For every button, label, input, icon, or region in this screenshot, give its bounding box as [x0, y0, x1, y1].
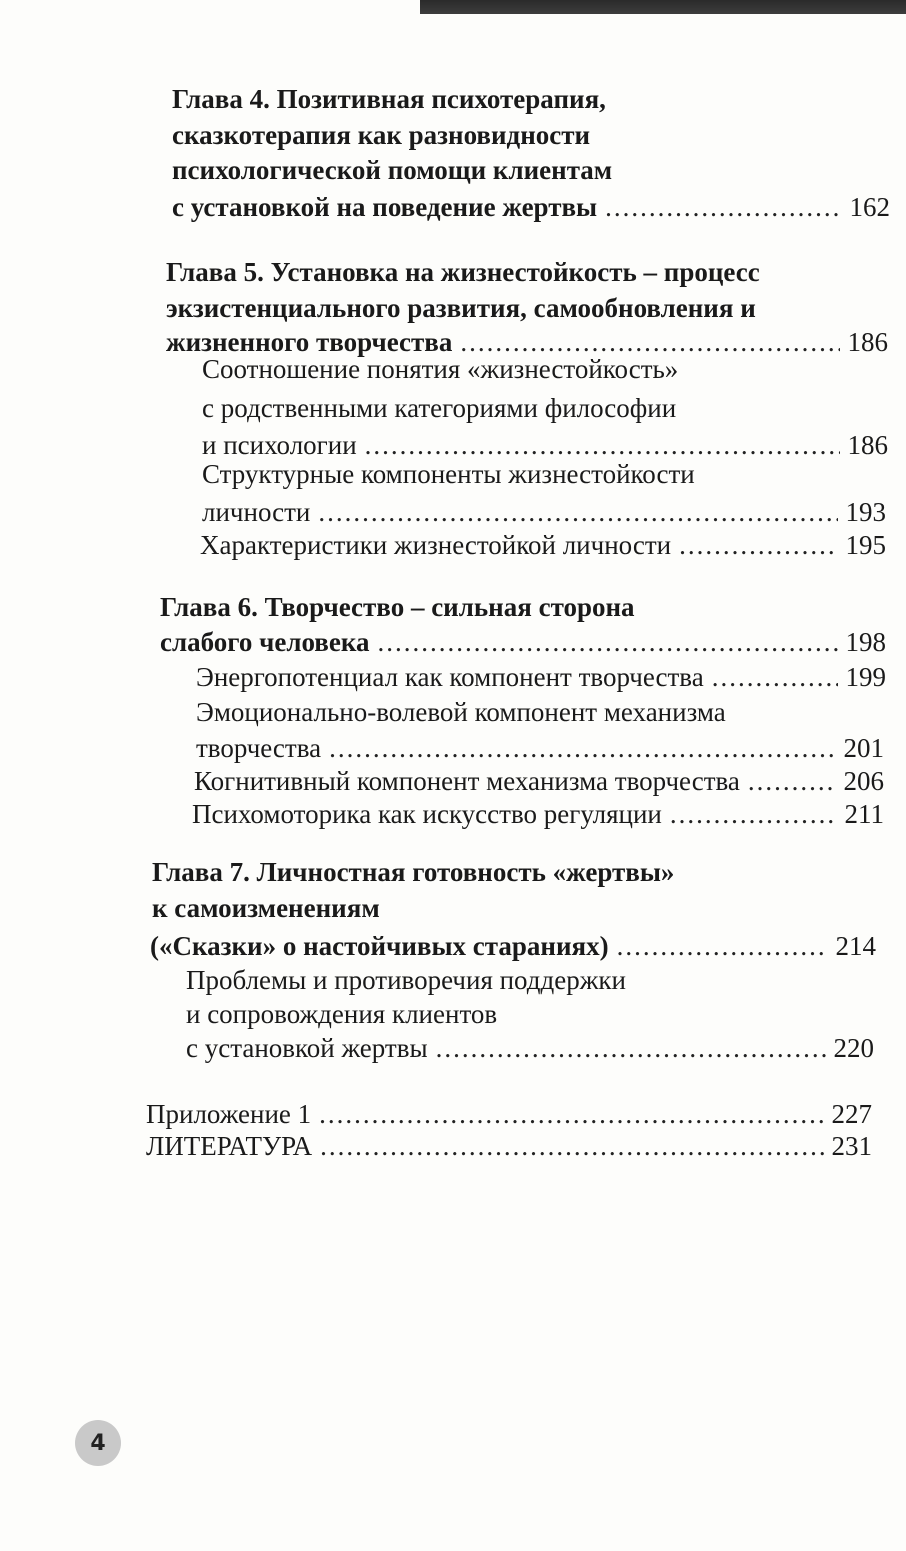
chapter-4-title-line-3: психологической помощи клиентам — [172, 155, 613, 185]
section-6-3-line-1: Когнитивный компонент механизма творчества — [194, 766, 740, 796]
page-number: 4 — [90, 1430, 106, 1456]
leader-dots — [617, 929, 828, 963]
appendix-page: 227 — [831, 1099, 872, 1129]
section-7-1-line-1: Проблемы и противоречия поддержки — [186, 965, 626, 995]
section-5-2-entry[interactable] — [202, 495, 886, 529]
literature-label: ЛИТЕРАТУРА — [146, 1131, 313, 1161]
leader-dots — [712, 660, 838, 694]
leader-dots — [748, 764, 836, 798]
chapter-5-page: 186 — [847, 327, 888, 357]
section-6-4-line-1: Психомоторика как искусство регуляции — [192, 799, 662, 829]
chapter-7-title-line-1: Глава 7. Личностная готовность «жертвы» — [152, 857, 675, 887]
leader-dots — [670, 797, 837, 831]
chapter-4-title-line-4: с установкой на поведение жертвы — [172, 192, 598, 222]
leader-dots — [320, 1129, 823, 1163]
section-7-1-line-3: с установкой жертвы — [186, 1033, 428, 1063]
leader-dots — [318, 495, 837, 529]
chapter-6-page: 198 — [845, 627, 886, 657]
section-5-3-line-1: Характеристики жизнестойкой личности — [200, 530, 672, 560]
chapter-4-title-line-1: Глава 4. Позитивная психотерапия, — [172, 84, 606, 114]
section-6-2-page: 201 — [843, 733, 884, 763]
chapter-5-title-line-1: Глава 5. Установка на жизнестойкость – процесс — [166, 257, 760, 287]
chapter-7-page: 214 — [835, 931, 876, 961]
chapter-4-page: 162 — [849, 192, 890, 222]
leader-dots — [319, 1097, 823, 1131]
chapter-4-entry[interactable] — [172, 190, 890, 224]
leader-dots — [378, 625, 838, 659]
literature-page: 231 — [831, 1131, 872, 1161]
section-6-2-entry[interactable] — [196, 731, 884, 765]
section-6-2-line-2: творчества — [196, 733, 322, 763]
leader-dots — [605, 190, 841, 224]
section-6-1-entry[interactable] — [196, 660, 886, 694]
leader-dots — [436, 1031, 826, 1065]
chapter-7-title-line-2: к самоизменениям — [152, 893, 380, 923]
section-6-1-page: 199 — [845, 662, 886, 692]
section-5-1-line-3: и психологии — [202, 430, 357, 460]
section-5-3-entry[interactable] — [200, 528, 886, 562]
chapter-7-entry[interactable] — [150, 929, 876, 963]
section-5-1-line-1: Соотношение понятия «жизнестойкость» — [202, 354, 679, 384]
section-6-3-page: 206 — [843, 766, 884, 796]
literature-entry[interactable] — [146, 1129, 872, 1163]
chapter-6-entry[interactable] — [160, 625, 886, 659]
page-number-badge — [75, 1420, 121, 1466]
section-5-2-line-1: Структурные компоненты жизнестойкости — [202, 459, 695, 489]
section-5-1-page: 186 — [847, 430, 888, 460]
chapter-6-title-line-2: слабого человека — [160, 627, 370, 657]
section-5-2-page: 193 — [845, 497, 886, 527]
section-7-1-page: 220 — [833, 1033, 874, 1063]
section-6-4-page: 211 — [844, 799, 884, 829]
chapter-5-title-line-2: экзистенциального развития, самообновления и — [166, 293, 756, 323]
section-6-4-entry[interactable] — [192, 797, 884, 831]
section-6-2-line-1: Эмоционально-волевой компонент механизма — [196, 697, 726, 727]
section-5-3-page: 195 — [845, 530, 886, 560]
section-6-1-line-1: Энергопотенциал как компонент творчества — [196, 662, 704, 692]
chapter-7-title-line-3: («Сказки» о настойчивых стараниях) — [150, 931, 609, 961]
appendix-label: Приложение 1 — [146, 1099, 312, 1129]
section-5-1-line-2: с родственными категориями философии — [202, 393, 677, 423]
section-5-2-line-2: личности — [202, 497, 311, 527]
chapter-5-title-line-3: жизненного творчества — [166, 327, 453, 357]
section-7-1-entry[interactable] — [186, 1031, 874, 1065]
leader-dots — [679, 528, 837, 562]
section-6-3-entry[interactable] — [194, 764, 884, 798]
appendix-entry[interactable] — [146, 1097, 872, 1131]
section-7-1-line-2: и сопровождения клиентов — [186, 999, 498, 1029]
leader-dots — [329, 731, 835, 765]
chapter-4-title-line-2: сказкотерапия как разновидности — [172, 120, 591, 150]
chapter-6-title-line-1: Глава 6. Творчество – сильная сторона — [160, 592, 635, 622]
